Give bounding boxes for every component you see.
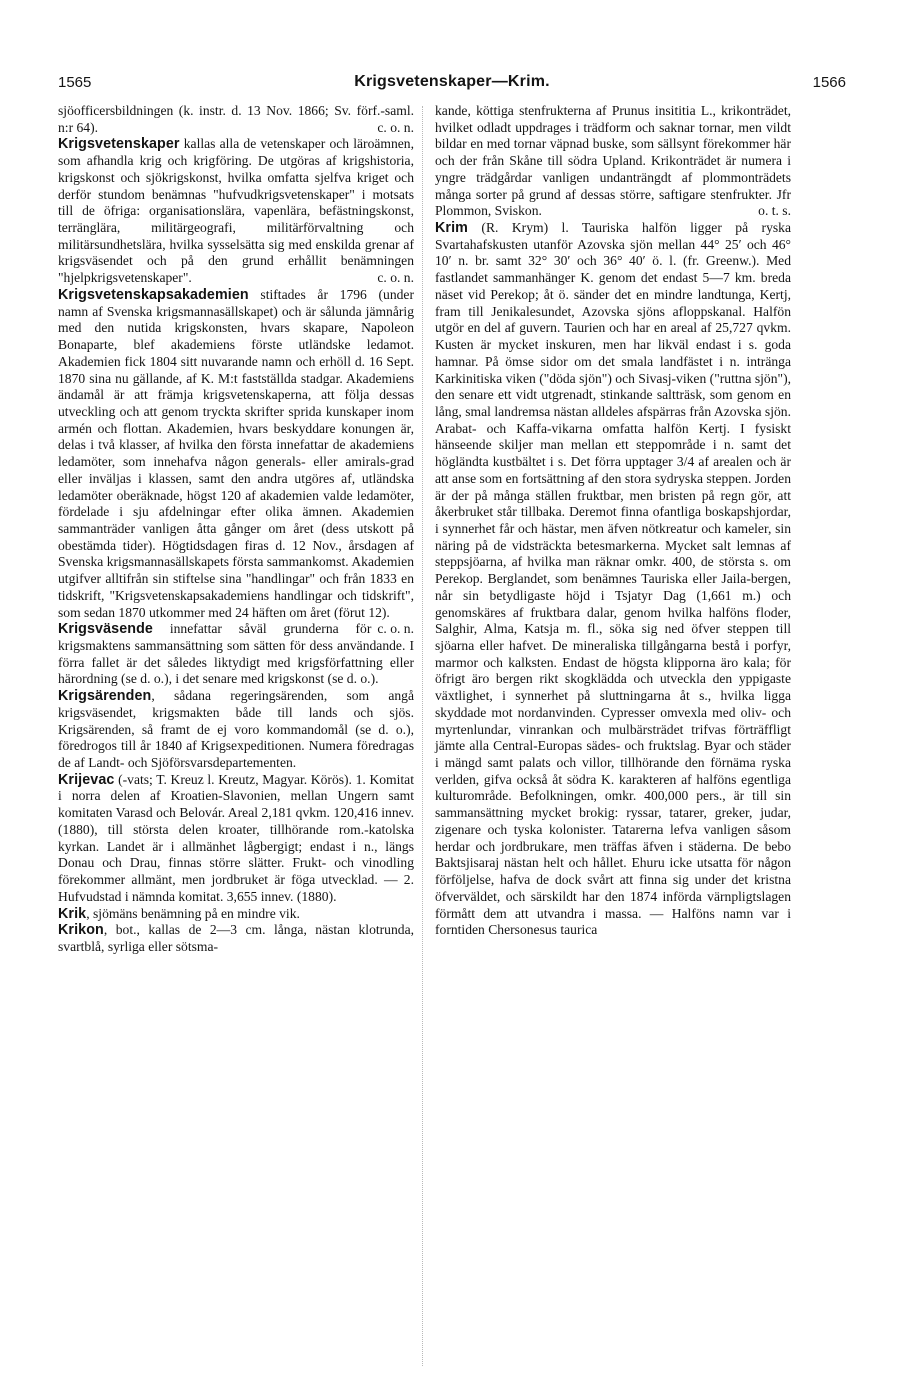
entry-headword: Krijevac (58, 771, 115, 788)
entry-signature: c. o. n. (377, 621, 414, 637)
left-column (58, 103, 414, 956)
entry-continuation (435, 103, 791, 220)
entry-continuation (58, 103, 414, 136)
page-header (58, 74, 846, 98)
entry-krim (435, 220, 791, 939)
entry-body: stiftades år 1796 (under namn af Svenska krigsmannasällskapet) och är sålunda jämnårig med den nutida krigskonsten, hvars skapare, Napoleon Bonaparte, blef akademiens förste utländske ledamot. Akademien fick 1804 sitt nuvarande namn och erhöll d. 16 Sept. 1870 sina nu gällande, af K. M:t fastställda stadgar. Akademiens ändamål är att främja krigsvetenskaperna, att följa dessas utveckling och att genom tryckta skrifter sprida kunskaper inom armén och flottan. Akademien, hvars beskyddare konungen är, delas i två klasser, af hvilka den första innefattar de akademiens ledamöter, som innehafva någon generals- eller amirals-grad eller inväljas i klassen, samt den andra utgöres af, utländska ledamöter oberäknade, högst 120 af akademien valde ledamöter, fördelade i sju afdelningar efter olika ämnen. Akademien sammanträder vanligen åtta gånger om året (dess utskott på obestämda tider). Högtidsdagen firas d. 12 Nov., årsdagen af Svenska krigsmannasällskapets första sammankomst. Akademien utgifver alltifrån sin stiftelse sina "handlingar" och från 1833 en tidskrift, "Krigsvetenskapsakademiens handlingar och tidskrift", som sedan 1870 utkommer med 24 häften om året (förut 12). (58, 286, 415, 620)
page-number-left: 1565 (58, 74, 92, 91)
entry-headword: Krik (58, 905, 87, 922)
entry-headword: Krigsvetenskapsakademien (58, 286, 249, 303)
entry-krikon (58, 922, 414, 955)
entry-krijevac (58, 772, 414, 906)
entry-krigsvasende (58, 621, 414, 688)
entry-body: (R. Krym) l. Tauriska halfön ligger på ryska Svartahafskusten utanför Azovska sjön mellan 44° 25′ och 46° 10′ n. br. samt 32° 30′ och 36° 40′ ö. l. (fr. Greenw.). Med fastlandet sammanhänger K. genom det endast 5—7 km. breda näset vid Perekop; åt ö. sänder det en mindre landtunga, Kertj, fram till Jenikalesundet, Azovska sjöns afloppskanal. Halfön utgör en del af guvern. Taurien och har en areal af 25,727 qvkm. Kusten är mycket inskuren, men har likväl endast i s. goda hamnar. På ömse sidor om det smala landfästet i n. intränga Karkinitiska viken ("döda sjön") och Sivasj-viken ("ruttna sjön"), den senare ett vidt utgrenadt, stinkande saltträsk, som genom en lång, smal landremsa nästan alldeles afspärras från Azovska sjön. Arabat- och Kaffa-vikarna omfatta halfön Kertj. I fysiskt hänseende skiljer man mellan ett steppområde i n. samt det högländta kustbältet i s. Det förra upptager 3/4 af arealen och är att anse som en fortsättning af den stora sydryska steppen. Jorden är der på många ställen fruktbar, men bristen på regn gör, att åkerbruket står tillbaka. Deremot finna ofantliga boskapshjordar, i synnerhet får och hästar, men äfven nötkreatur och kameler, sin näring på de vidsträckta betesmarkerna. Mycket salt lemnas af steppsjöarna, af hvilka man räknar omkr. 400, de största s. om Perekop. Berglandet, som benämnes Tauriska eller Jaila-bergen, når sin betydligaste höjd i Tsjatyr Dag (1,661 m.) och genomskäres af fruktbara dalar, genom hvilka halföns floder, Salghir, Alma, Katsja m. fl., söka sig ned öfver steppen till sjöarna eller hafvet. De mineraliska tillgångarna bestå i porfyr, marmor och kalksten. Endast de högsta klipporna äro kala; för öfrigt äro bergen rikt skogklädda och utveckla den yppigaste växtlighet, i synnerhet på sluttningarna åt s., hvilka ligga skyddade mot nordanvinden. Cypresser omvexla med oliv- och myrtenlundar, vinrankan och mulbärsträdet trifvas förträffligt jämte alla Central-Europas sädes- och fruktslag. Byar och städer i mängd samt palats och villor, tillhörande den förnäma ryska verlden, gifva också åt södra K. karakteren af halföns egentliga kulturområde. Befolkningen, omkr. 400,000 pers., är till sin sammansättning mycket brokig: ryssar, tatarer, greker, judar, zigenare och tyska kolonister. Tatarerna lefva vanligen såsom herdar och jordbrukare, men träffas äfven i städerna. De bebo Baktsjisaraj nästan helt och hållet. Ehuru icke utsatta för någon förföljelse, hafva de dock svårt att finna sig under det kristna öfverväldet, och särskildt har den 1874 införda värnpligtslagen förmått dem att utvandra i massa. — Halföns namn var i forntiden Chersonesus taurica (435, 220, 791, 938)
entry-headword: Krim (435, 220, 468, 237)
entry-krik (58, 906, 414, 923)
right-column (435, 103, 791, 939)
entry-body: kande, köttiga stenfrukterna af Prunus insititia L., krikonträdet, hvilket odladt uppdrages i trädform och saknar tornar, men vildt bildar en med tornar väpnad buske, som sällsynt förekommer här och der från Skåne till södra Upland. Krikonträdet är numera i yngre trädgårdar vanligen undanträngdt af plommonträdets många sorter på grund af dessas större, saftigare stenfrukter. Jfr Plommon, Sviskon. (435, 103, 791, 219)
entry-signature: c. o. n. (377, 270, 414, 286)
entry-headword: Krigsärenden (58, 688, 152, 705)
column-divider (422, 106, 423, 1366)
entry-body: , sjömäns benämning på en mindre vik. (86, 905, 300, 921)
entry-body: sjöofficersbildningen (k. instr. d. 13 Nov. 1866; Sv. förf.-saml. n:r 64). (58, 103, 414, 135)
running-title: Krigsvetenskaper—Krim. (354, 73, 550, 90)
entry-signature: o. t. s. (758, 203, 791, 219)
entry-body: innefattar såväl grunderna för krigsmaktens sammansättning som sätten för dess användande. I förra fallet är det således liktydigt med krigsförfattning eller härordning (se d. o.), i det senare med krigskonst (se d. o.). (58, 621, 414, 687)
entry-body: , bot., kallas de 2—3 cm. långa, nästan klotrunda, svartblå, syrliga eller sötsma- (58, 922, 414, 954)
entry-headword: Krikon (58, 922, 104, 939)
entry-body: , sådana regeringsärenden, som angå krigsväsendet, krigsmakten både till lands och sjös. Krigsärenden, så framt de ej voro kommandomål (se d. o.), föredrogos till år 1840 af Krigsexpeditionen. Numera föredragas de af Landt- och Sjöförsvarsdepartementen. (58, 688, 414, 771)
page-number-right: 1566 (812, 74, 846, 91)
entry-headword: Krigsväsende (58, 621, 153, 638)
entry-headword: Krigsvetenskaper (58, 136, 180, 153)
entry-body: (-vats; T. Kreuz l. Kreutz, Magyar. Körös). 1. Komitat i norra delen af Kroatien-Slavonien, mellan Ungern samt komitaten Varasd och Belovár. Areal 2,181 qvkm. 120,416 innev. (1880), till största delen kroater, tillhörande rom.-katolska kyrkan. Landet är i allmänhet lågbergigt; endast i n., längs Donau och Drau, finnas större slätter. Frukt- och vinodling förekommer allmänt, men jordbruket är föga utvecklad. — 2. Hufvudstad i nämnda komitat. 3,655 innev. (1880). (58, 771, 414, 904)
entry-signature: c. o. n. (377, 119, 414, 135)
entry-krigsarenden (58, 688, 414, 772)
entry-krigsvetenskaper (58, 136, 414, 286)
entry-body: kallas alla de vetenskaper och läroämnen, som afhandla krig och krigföring. De utgöras af krigshistoria, krigskonst och sjökrigskonst, hvilka omfatta sjelfva kriget och derför stundom benämnas "hufvudkrigsvetenskaper" i motsats till de öfriga: organisationslära, vapenlära, befästningskonst, terränglära, militärgeografi, militärförvaltning och militärsundhetslära, hvilka sysselsätta sig med enskilda grenar af krigsväsendet och på den grund erhållit benämningen "hjelpkrigsvetenskaper". (58, 136, 414, 286)
